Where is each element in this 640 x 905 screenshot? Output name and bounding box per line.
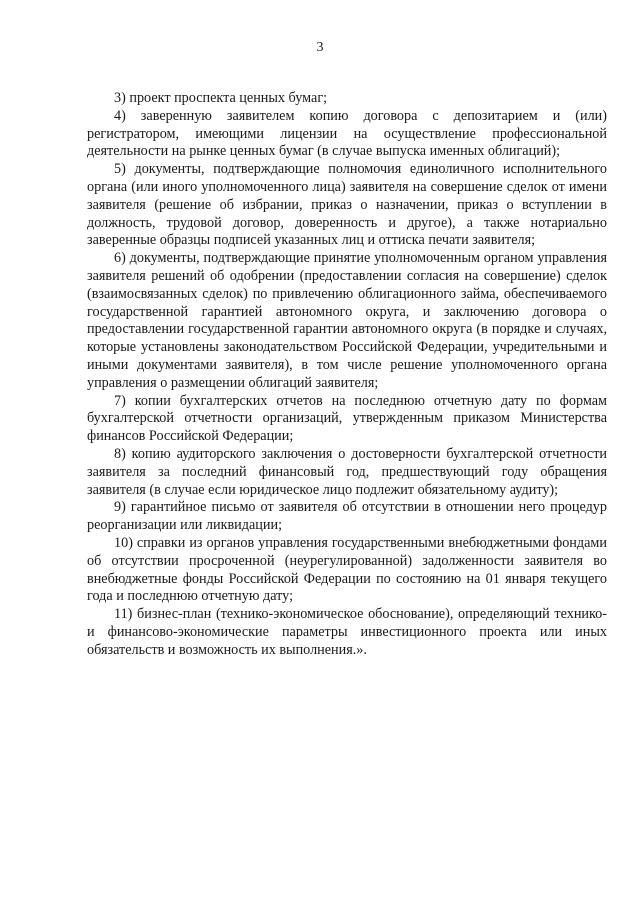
list-item-4: 4) заверенную заявителем копию договора с депозитарием и (или) регистратором, имеющими лицензии на осуществление профессиональной деятельности на рынке ценных бумаг (в случае выпуска именных облигаций);	[87, 107, 607, 160]
document-body	[87, 90, 607, 660]
list-item-11: 11) бизнес-план (технико-экономическое обоснование), определяющий технико- и финансово-экономические параметры инвестиционного проекта или иных обязательств и возможность их выполнения.».	[87, 606, 607, 658]
list-item-3: 3) проект проспекта ценных бумаг;	[114, 90, 328, 106]
list-item-10: 10) справки из органов управления государственными внебюджетными фондами об отсутствии просроченной (неурегулированной) задолженности заявителя во внебюджетные фонды Российской Федерации по состоянию на 01 января текущего года и последнюю отчетную дату;	[87, 534, 607, 605]
list-item-5: 5) документы, подтверждающие полномочия единоличного исполнительного органа (или иного уполномоченного лица) заявителя на совершение сделок от имени заявителя (решение об избрании, приказ о назначении, приказ о вступлении в должность, трудовой договор, доверенность и другое), а также нотариально заверенные образцы подписей указанных лиц и оттиска печати заявителя;	[87, 161, 607, 249]
list-item-9: 9) гарантийное письмо от заявителя об отсутствии в отношении него процедур реорганизации или ликвидации;	[87, 499, 607, 534]
list-item-7: 7) копии бухгалтерских отчетов на последнюю отчетную дату по формам бухгалтерской отчетности организаций, утвержденным приказом Министерства финансов Российской Федерации;	[87, 392, 607, 445]
list-item-6: 6) документы, подтверждающие принятие уполномоченным органом управления заявителя решений об одобрении (предоставлении согласия на совершение) сделок (взаимосвязанных сделок) по привлечению облигационного займа, обеспечиваемого государственной гарантией автономного округа, и заключению договора о предоставлении государственной гарантии автономного округа (в порядке и случаях, которые установлены законодательством Российской Федерации, учредительными и иными документами заявителя), в том числе решение уполномоченного органа управления о размещении облигаций заявителя;	[87, 250, 607, 391]
list-item-8: 8) копию аудиторского заключения о достоверности бухгалтерской отчетности заявителя за последний финансовый год, предшествующий году обращения заявителя (в случае если юридическое лицо подлежит обязательному аудиту);	[87, 445, 607, 498]
page-number: 3	[316, 40, 324, 55]
